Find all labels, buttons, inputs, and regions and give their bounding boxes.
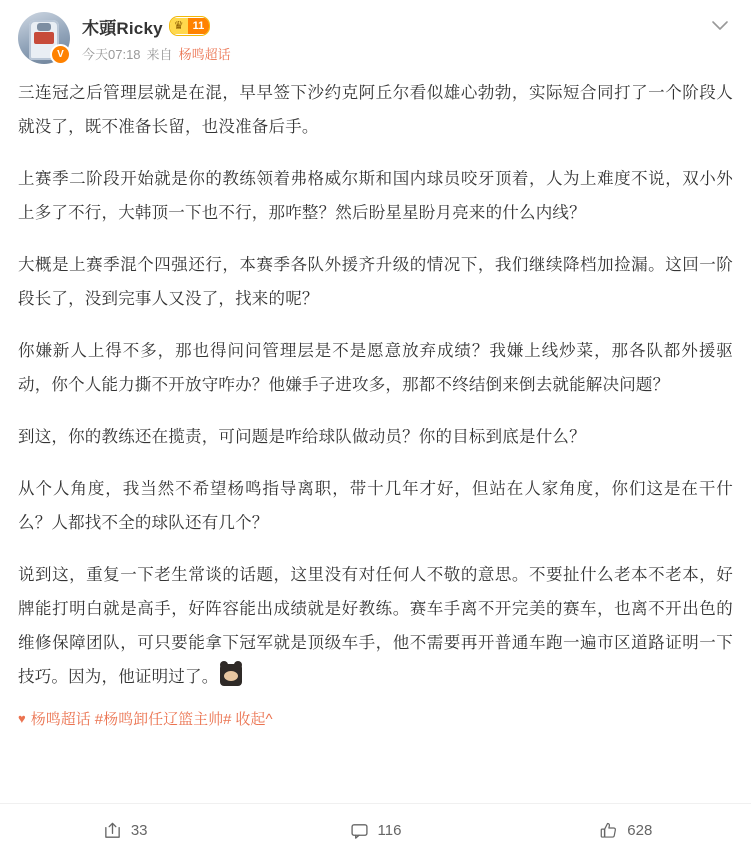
- share-button[interactable]: [0, 804, 250, 856]
- post-paragraph-with-emoji: [18, 558, 733, 694]
- post-paragraph: 到这，你的教练还在揽责，可问题是咋给球队做动员？你的目标到底是什么？: [18, 428, 586, 446]
- like-icon: [599, 821, 618, 840]
- post-paragraph: 你嫌新人上得不多，那也得问问管理层是不是愿意放弃成绩？我嫌上线炒菜，那各队都外援驱动，你个人能力撕不开放守咋办？他嫌手子进攻多，那都不终结倒来倒去就能解决问题？: [18, 342, 733, 394]
- avatar[interactable]: [18, 12, 70, 64]
- post-time: 今天07:18: [82, 47, 141, 62]
- bear-emoji-face: [224, 671, 238, 681]
- post-actions-bar: [0, 803, 751, 856]
- comment-button[interactable]: [250, 804, 500, 856]
- level-number: 11: [188, 18, 210, 34]
- collapse-label: 收起: [235, 711, 266, 728]
- post-topic-links: [18, 708, 733, 729]
- post-paragraph-text: 说到这，重复一下老生常谈的话题，这里没有对任何人不敬的意思。不要扯什么老本不老本，好牌能打明白就是高手，好阵容能出成绩就是好教练。赛车手离不开完美的赛车，也离不开出色的维修保障团队，可只要能拿下冠军就是顶级车手，他不需要再开普通车跑一遍市区道路证明一下技巧。因为，他证明过了。: [18, 566, 733, 686]
- share-count: 33: [130, 821, 148, 839]
- author-nickname[interactable]: 木頭Ricky: [82, 18, 163, 38]
- post-paragraph: 三连冠之后管理层就是在混，早早签下沙约克阿丘尔看似雄心勃勃，实际短合同打了一个阶段人就没了，既不准备长留，也没准备后手。: [18, 84, 733, 136]
- author-row: [82, 14, 733, 38]
- post-paragraph: 从个人角度，我当然不希望杨鸣指导离职，带十几年才好，但站在人家角度，你们这是在干什么？人都找不全的球队还有几个？: [18, 480, 733, 532]
- share-icon: [103, 821, 122, 840]
- post-source-link[interactable]: 杨鸣超话: [178, 47, 231, 62]
- collapse-link[interactable]: 收起^: [235, 711, 273, 728]
- heart-icon: ♥: [18, 711, 26, 726]
- comment-icon: [350, 821, 369, 840]
- like-button[interactable]: [501, 804, 751, 856]
- crown-icon: ♛: [170, 18, 188, 34]
- like-count: 628: [627, 821, 653, 839]
- post-paragraph: 大概是上赛季混个四强还行，本赛季各队外援齐升级的情况下，我们继续降档加捡漏。这回一阶段长了，没到完事人又没了，找来的呢？: [18, 256, 733, 308]
- post-header-text: [82, 12, 733, 63]
- post-paragraph: 上赛季二阶段开始就是你的教练领着弗格威尔斯和国内球员咬牙顶着，人为上难度不说，双小外上多了不行，大韩顶一下也不行，那咋整？然后盼星星盼月亮来的什么内线？: [18, 170, 733, 222]
- post-content: [18, 76, 733, 694]
- super-topic-link[interactable]: 杨鸣超话: [30, 711, 91, 728]
- post-meta: [82, 44, 733, 63]
- hashtag-link[interactable]: #杨鸣卸任辽篮主帅#: [94, 711, 232, 728]
- bear-emoji-icon: [220, 664, 242, 686]
- comment-count: 116: [377, 821, 402, 839]
- author-level-badge[interactable]: [169, 16, 211, 36]
- verified-badge-icon: V: [50, 44, 71, 65]
- chevron-down-icon[interactable]: [709, 14, 731, 36]
- source-prefix: 来自: [146, 47, 173, 62]
- post-header: [18, 12, 733, 74]
